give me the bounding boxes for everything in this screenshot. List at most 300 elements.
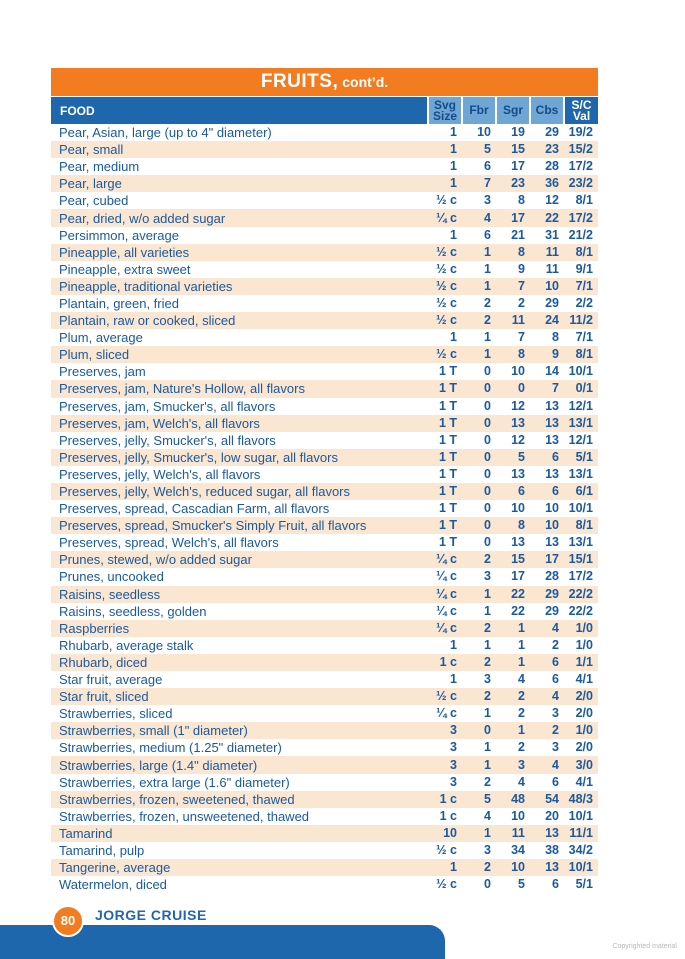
cell-carbs: 6 — [530, 774, 564, 791]
watermark: Copyrighted material — [612, 943, 677, 950]
cell-serving-size: 1 T — [428, 500, 462, 517]
header-carbs: Cbs — [530, 97, 564, 124]
cell-serving-size: 1 T — [428, 517, 462, 534]
cell-serving-size: 3 — [428, 722, 462, 739]
table-row — [51, 449, 598, 466]
cell-sugar: 13 — [496, 534, 530, 551]
cell-sc-value: 1/0 — [564, 722, 598, 739]
cell-carbs: 13 — [530, 534, 564, 551]
table-row — [51, 346, 598, 363]
table-row — [51, 620, 598, 637]
cell-food-name: Preserves, jelly, Welch's, all flavors — [51, 466, 428, 483]
cell-serving-size: 1 c — [428, 808, 462, 825]
cell-sc-value: 1/0 — [564, 637, 598, 654]
table-row — [51, 671, 598, 688]
cell-sugar: 1 — [496, 637, 530, 654]
cell-serving-size: 1 — [428, 227, 462, 244]
cell-fiber: 2 — [462, 295, 496, 312]
cell-serving-size: 1 c — [428, 654, 462, 671]
cell-carbs: 11 — [530, 261, 564, 278]
table-row — [51, 791, 598, 808]
cell-sc-value: 21/2 — [564, 227, 598, 244]
cell-sugar: 34 — [496, 842, 530, 859]
cell-carbs: 3 — [530, 705, 564, 722]
cell-serving-size: ½ c — [428, 244, 462, 261]
cell-sc-value: 23/2 — [564, 175, 598, 192]
table-row — [51, 739, 598, 756]
cell-fiber: 1 — [462, 244, 496, 261]
cell-sc-value: 22/2 — [564, 586, 598, 603]
header-food: FOOD — [51, 97, 428, 124]
header-serving-size: Svg Size — [428, 97, 462, 124]
cell-fiber: 7 — [462, 175, 496, 192]
cell-food-name: Tamarind — [51, 825, 428, 842]
cell-sugar: 5 — [496, 876, 530, 893]
table-row — [51, 329, 598, 346]
cell-serving-size: ¼ c — [428, 586, 462, 603]
table-row — [51, 756, 598, 773]
cell-serving-size: 1 T — [428, 466, 462, 483]
cell-sc-value: 22/2 — [564, 603, 598, 620]
table-row — [51, 158, 598, 175]
cell-sugar: 2 — [496, 739, 530, 756]
table-title: FRUITS, — [260, 71, 339, 92]
cell-fiber: 1 — [462, 329, 496, 346]
cell-sugar: 22 — [496, 586, 530, 603]
cell-sugar: 10 — [496, 859, 530, 876]
cell-fiber: 2 — [462, 620, 496, 637]
cell-sugar: 11 — [496, 312, 530, 329]
cell-sugar: 9 — [496, 261, 530, 278]
cell-serving-size: ½ c — [428, 261, 462, 278]
cell-food-name: Preserves, spread, Welch's, all flavors — [51, 534, 428, 551]
cell-food-name: Persimmon, average — [51, 227, 428, 244]
table-row — [51, 568, 598, 585]
cell-food-name: Star fruit, average — [51, 671, 428, 688]
table-row — [51, 859, 598, 876]
cell-serving-size: 1 — [428, 671, 462, 688]
cell-fiber: 3 — [462, 568, 496, 585]
cell-sc-value: 6/1 — [564, 483, 598, 500]
table-row — [51, 363, 598, 380]
cell-sc-value: 13/1 — [564, 466, 598, 483]
cell-carbs: 6 — [530, 654, 564, 671]
cell-fiber: 5 — [462, 141, 496, 158]
cell-carbs: 22 — [530, 209, 564, 226]
table-row — [51, 876, 598, 893]
cell-fiber: 1 — [462, 825, 496, 842]
cell-food-name: Preserves, jelly, Welch's, reduced sugar, all flavors — [51, 483, 428, 500]
cell-food-name: Preserves, jam — [51, 363, 428, 380]
cell-fiber: 3 — [462, 192, 496, 209]
cell-sc-value: 17/2 — [564, 568, 598, 585]
cell-serving-size: 1 T — [428, 483, 462, 500]
table-row — [51, 825, 598, 842]
table-row — [51, 466, 598, 483]
cell-fiber: 0 — [462, 363, 496, 380]
cell-sugar: 12 — [496, 432, 530, 449]
cell-carbs: 29 — [530, 603, 564, 620]
cell-sc-value: 2/0 — [564, 739, 598, 756]
cell-serving-size: 1 T — [428, 380, 462, 397]
cell-sc-value: 13/1 — [564, 534, 598, 551]
cell-fiber: 2 — [462, 654, 496, 671]
cell-food-name: Prunes, uncooked — [51, 568, 428, 585]
table-row — [51, 586, 598, 603]
cell-fiber: 1 — [462, 739, 496, 756]
table-row — [51, 295, 598, 312]
cell-fiber: 2 — [462, 774, 496, 791]
nutrition-table — [51, 68, 598, 893]
cell-sc-value: 34/2 — [564, 842, 598, 859]
cell-sc-value: 5/1 — [564, 449, 598, 466]
cell-sc-value: 7/1 — [564, 278, 598, 295]
table-row — [51, 398, 598, 415]
cell-fiber: 6 — [462, 158, 496, 175]
cell-serving-size: ¼ c — [428, 620, 462, 637]
cell-carbs: 29 — [530, 295, 564, 312]
cell-sugar: 7 — [496, 329, 530, 346]
cell-food-name: Raisins, seedless, golden — [51, 603, 428, 620]
cell-food-name: Rhubarb, average stalk — [51, 637, 428, 654]
cell-carbs: 28 — [530, 568, 564, 585]
table-row — [51, 432, 598, 449]
author-name: JORGE CRUISE — [95, 907, 207, 923]
cell-food-name: Plum, sliced — [51, 346, 428, 363]
cell-carbs: 6 — [530, 449, 564, 466]
cell-serving-size: 1 — [428, 637, 462, 654]
cell-fiber: 1 — [462, 586, 496, 603]
cell-serving-size: ½ c — [428, 876, 462, 893]
cell-serving-size: 10 — [428, 825, 462, 842]
cell-sugar: 0 — [496, 380, 530, 397]
cell-carbs: 13 — [530, 415, 564, 432]
table-row — [51, 380, 598, 397]
cell-sc-value: 4/1 — [564, 671, 598, 688]
table-row — [51, 774, 598, 791]
cell-sc-value: 15/1 — [564, 551, 598, 568]
cell-fiber: 2 — [462, 551, 496, 568]
cell-serving-size: 1 — [428, 329, 462, 346]
cell-food-name: Pear, small — [51, 141, 428, 158]
table-row — [51, 637, 598, 654]
cell-sugar: 13 — [496, 415, 530, 432]
page-number-badge: 80 — [52, 905, 84, 937]
table-row — [51, 141, 598, 158]
cell-sugar: 19 — [496, 124, 530, 141]
cell-fiber: 0 — [462, 380, 496, 397]
cell-carbs: 3 — [530, 739, 564, 756]
cell-fiber: 1 — [462, 603, 496, 620]
cell-sugar: 48 — [496, 791, 530, 808]
cell-food-name: Preserves, jam, Smucker's, all flavors — [51, 398, 428, 415]
cell-sugar: 6 — [496, 483, 530, 500]
table-row — [51, 808, 598, 825]
table-row — [51, 688, 598, 705]
cell-carbs: 23 — [530, 141, 564, 158]
cell-fiber: 4 — [462, 808, 496, 825]
cell-carbs: 13 — [530, 859, 564, 876]
cell-sugar: 7 — [496, 278, 530, 295]
cell-carbs: 6 — [530, 483, 564, 500]
cell-food-name: Raspberries — [51, 620, 428, 637]
cell-sugar: 10 — [496, 808, 530, 825]
cell-serving-size: 1 — [428, 859, 462, 876]
cell-sugar: 4 — [496, 774, 530, 791]
cell-serving-size: 1 — [428, 158, 462, 175]
cell-carbs: 20 — [530, 808, 564, 825]
cell-serving-size: 3 — [428, 739, 462, 756]
cell-food-name: Pineapple, all varieties — [51, 244, 428, 261]
cell-serving-size: 1 — [428, 175, 462, 192]
cell-sugar: 21 — [496, 227, 530, 244]
cell-sc-value: 10/1 — [564, 363, 598, 380]
cell-fiber: 0 — [462, 517, 496, 534]
table-row — [51, 517, 598, 534]
cell-carbs: 12 — [530, 192, 564, 209]
cell-sugar: 8 — [496, 517, 530, 534]
cell-sugar: 2 — [496, 688, 530, 705]
table-row — [51, 124, 598, 141]
cell-serving-size: ¼ c — [428, 603, 462, 620]
cell-food-name: Watermelon, diced — [51, 876, 428, 893]
cell-carbs: 10 — [530, 517, 564, 534]
cell-food-name: Strawberries, frozen, unsweetened, thawed — [51, 808, 428, 825]
cell-fiber: 2 — [462, 688, 496, 705]
table-row — [51, 705, 598, 722]
cell-carbs: 10 — [530, 500, 564, 517]
cell-sc-value: 8/1 — [564, 517, 598, 534]
cell-sc-value: 4/1 — [564, 774, 598, 791]
cell-sc-value: 2/0 — [564, 705, 598, 722]
cell-serving-size: 1 T — [428, 432, 462, 449]
cell-fiber: 1 — [462, 346, 496, 363]
table-row — [51, 244, 598, 261]
cell-serving-size: ½ c — [428, 346, 462, 363]
cell-sc-value: 9/1 — [564, 261, 598, 278]
cell-food-name: Strawberries, extra large (1.6" diameter) — [51, 774, 428, 791]
table-row — [51, 227, 598, 244]
cell-serving-size: ½ c — [428, 842, 462, 859]
cell-food-name: Tangerine, average — [51, 859, 428, 876]
cell-serving-size: ½ c — [428, 688, 462, 705]
table-row — [51, 483, 598, 500]
cell-fiber: 10 — [462, 124, 496, 141]
cell-food-name: Preserves, jam, Welch's, all flavors — [51, 415, 428, 432]
cell-food-name: Pineapple, extra sweet — [51, 261, 428, 278]
cell-food-name: Preserves, spread, Cascadian Farm, all flavors — [51, 500, 428, 517]
cell-carbs: 6 — [530, 671, 564, 688]
cell-sugar: 1 — [496, 722, 530, 739]
cell-sugar: 22 — [496, 603, 530, 620]
cell-carbs: 4 — [530, 620, 564, 637]
cell-sc-value: 10/1 — [564, 808, 598, 825]
food-table — [51, 97, 598, 893]
cell-sc-value: 13/1 — [564, 415, 598, 432]
cell-sc-value: 12/1 — [564, 432, 598, 449]
cell-sc-value: 19/2 — [564, 124, 598, 141]
cell-serving-size: ½ c — [428, 192, 462, 209]
cell-sc-value: 3/0 — [564, 756, 598, 773]
table-row — [51, 278, 598, 295]
cell-food-name: Preserves, jelly, Smucker's, low sugar, all flavors — [51, 449, 428, 466]
cell-serving-size: ½ c — [428, 278, 462, 295]
cell-sc-value: 11/1 — [564, 825, 598, 842]
cell-food-name: Plum, average — [51, 329, 428, 346]
cell-sc-value: 10/1 — [564, 859, 598, 876]
cell-food-name: Pineapple, traditional varieties — [51, 278, 428, 295]
cell-serving-size: 3 — [428, 756, 462, 773]
cell-fiber: 0 — [462, 415, 496, 432]
cell-carbs: 24 — [530, 312, 564, 329]
cell-serving-size: 1 c — [428, 791, 462, 808]
cell-fiber: 1 — [462, 637, 496, 654]
cell-carbs: 13 — [530, 825, 564, 842]
cell-fiber: 0 — [462, 466, 496, 483]
cell-fiber: 0 — [462, 483, 496, 500]
cell-sugar: 5 — [496, 449, 530, 466]
cell-sugar: 2 — [496, 295, 530, 312]
cell-fiber: 1 — [462, 278, 496, 295]
table-row — [51, 722, 598, 739]
cell-food-name: Raisins, seedless — [51, 586, 428, 603]
cell-carbs: 13 — [530, 432, 564, 449]
cell-serving-size: ¼ c — [428, 705, 462, 722]
cell-carbs: 28 — [530, 158, 564, 175]
table-row — [51, 209, 598, 226]
cell-fiber: 0 — [462, 449, 496, 466]
cell-carbs: 7 — [530, 380, 564, 397]
header-fiber: Fbr — [462, 97, 496, 124]
cell-food-name: Strawberries, frozen, sweetened, thawed — [51, 791, 428, 808]
cell-food-name: Star fruit, sliced — [51, 688, 428, 705]
cell-fiber: 0 — [462, 432, 496, 449]
cell-serving-size: 1 T — [428, 363, 462, 380]
header-sc-value: S/C Val — [564, 97, 598, 124]
cell-carbs: 54 — [530, 791, 564, 808]
cell-sugar: 10 — [496, 500, 530, 517]
cell-fiber: 2 — [462, 859, 496, 876]
cell-sugar: 11 — [496, 825, 530, 842]
cell-food-name: Pear, medium — [51, 158, 428, 175]
cell-sugar: 8 — [496, 192, 530, 209]
cell-sugar: 12 — [496, 398, 530, 415]
cell-sugar: 1 — [496, 620, 530, 637]
cell-carbs: 2 — [530, 637, 564, 654]
cell-sc-value: 5/1 — [564, 876, 598, 893]
table-row — [51, 312, 598, 329]
cell-serving-size: 1 T — [428, 415, 462, 432]
cell-sc-value: 2/2 — [564, 295, 598, 312]
cell-sc-value: 2/0 — [564, 688, 598, 705]
cell-food-name: Tamarind, pulp — [51, 842, 428, 859]
cell-food-name: Rhubarb, diced — [51, 654, 428, 671]
cell-carbs: 13 — [530, 398, 564, 415]
cell-carbs: 2 — [530, 722, 564, 739]
cell-fiber: 2 — [462, 312, 496, 329]
cell-food-name: Prunes, stewed, w/o added sugar — [51, 551, 428, 568]
table-row — [51, 261, 598, 278]
cell-carbs: 8 — [530, 329, 564, 346]
cell-serving-size: 1 T — [428, 449, 462, 466]
cell-sc-value: 17/2 — [564, 209, 598, 226]
cell-serving-size: 3 — [428, 774, 462, 791]
cell-carbs: 4 — [530, 756, 564, 773]
cell-fiber: 4 — [462, 209, 496, 226]
table-row — [51, 534, 598, 551]
cell-fiber: 0 — [462, 398, 496, 415]
table-row — [51, 415, 598, 432]
cell-sc-value: 11/2 — [564, 312, 598, 329]
cell-sc-value: 1/0 — [564, 620, 598, 637]
cell-sc-value: 8/1 — [564, 346, 598, 363]
cell-food-name: Plantain, green, fried — [51, 295, 428, 312]
cell-serving-size: ½ c — [428, 312, 462, 329]
cell-sugar: 3 — [496, 756, 530, 773]
cell-fiber: 6 — [462, 227, 496, 244]
cell-sugar: 23 — [496, 175, 530, 192]
cell-carbs: 11 — [530, 244, 564, 261]
cell-sc-value: 1/1 — [564, 654, 598, 671]
cell-sc-value: 15/2 — [564, 141, 598, 158]
cell-sugar: 17 — [496, 568, 530, 585]
cell-fiber: 1 — [462, 756, 496, 773]
cell-carbs: 31 — [530, 227, 564, 244]
cell-carbs: 6 — [530, 876, 564, 893]
cell-serving-size: ¼ c — [428, 551, 462, 568]
cell-sugar: 8 — [496, 346, 530, 363]
table-row — [51, 603, 598, 620]
cell-food-name: Pear, cubed — [51, 192, 428, 209]
cell-fiber: 0 — [462, 722, 496, 739]
cell-sc-value: 8/1 — [564, 192, 598, 209]
cell-sc-value: 48/3 — [564, 791, 598, 808]
table-header-row — [51, 97, 598, 124]
cell-sc-value: 8/1 — [564, 244, 598, 261]
cell-serving-size: ¼ c — [428, 209, 462, 226]
cell-fiber: 0 — [462, 534, 496, 551]
cell-food-name: Pear, dried, w/o added sugar — [51, 209, 428, 226]
table-row — [51, 842, 598, 859]
cell-sugar: 10 — [496, 363, 530, 380]
cell-sugar: 2 — [496, 705, 530, 722]
cell-food-name: Strawberries, large (1.4" diameter) — [51, 756, 428, 773]
cell-carbs: 13 — [530, 466, 564, 483]
cell-food-name: Strawberries, medium (1.25" diameter) — [51, 739, 428, 756]
cell-food-name: Preserves, jelly, Smucker's, all flavors — [51, 432, 428, 449]
cell-carbs: 14 — [530, 363, 564, 380]
cell-food-name: Pear, Asian, large (up to 4" diameter) — [51, 124, 428, 141]
cell-serving-size: ½ c — [428, 295, 462, 312]
cell-sugar: 17 — [496, 158, 530, 175]
cell-serving-size: 1 — [428, 141, 462, 158]
cell-carbs: 17 — [530, 551, 564, 568]
cell-sugar: 15 — [496, 551, 530, 568]
cell-sugar: 4 — [496, 671, 530, 688]
table-row — [51, 175, 598, 192]
cell-food-name: Strawberries, small (1" diameter) — [51, 722, 428, 739]
cell-fiber: 3 — [462, 671, 496, 688]
header-sugar: Sgr — [496, 97, 530, 124]
cell-serving-size: 1 T — [428, 534, 462, 551]
table-row — [51, 500, 598, 517]
cell-carbs: 10 — [530, 278, 564, 295]
cell-fiber: 0 — [462, 876, 496, 893]
cell-serving-size: 1 T — [428, 398, 462, 415]
cell-food-name: Preserves, spread, Smucker's Simply Fruit, all flavors — [51, 517, 428, 534]
cell-food-name: Strawberries, sliced — [51, 705, 428, 722]
cell-fiber: 1 — [462, 705, 496, 722]
